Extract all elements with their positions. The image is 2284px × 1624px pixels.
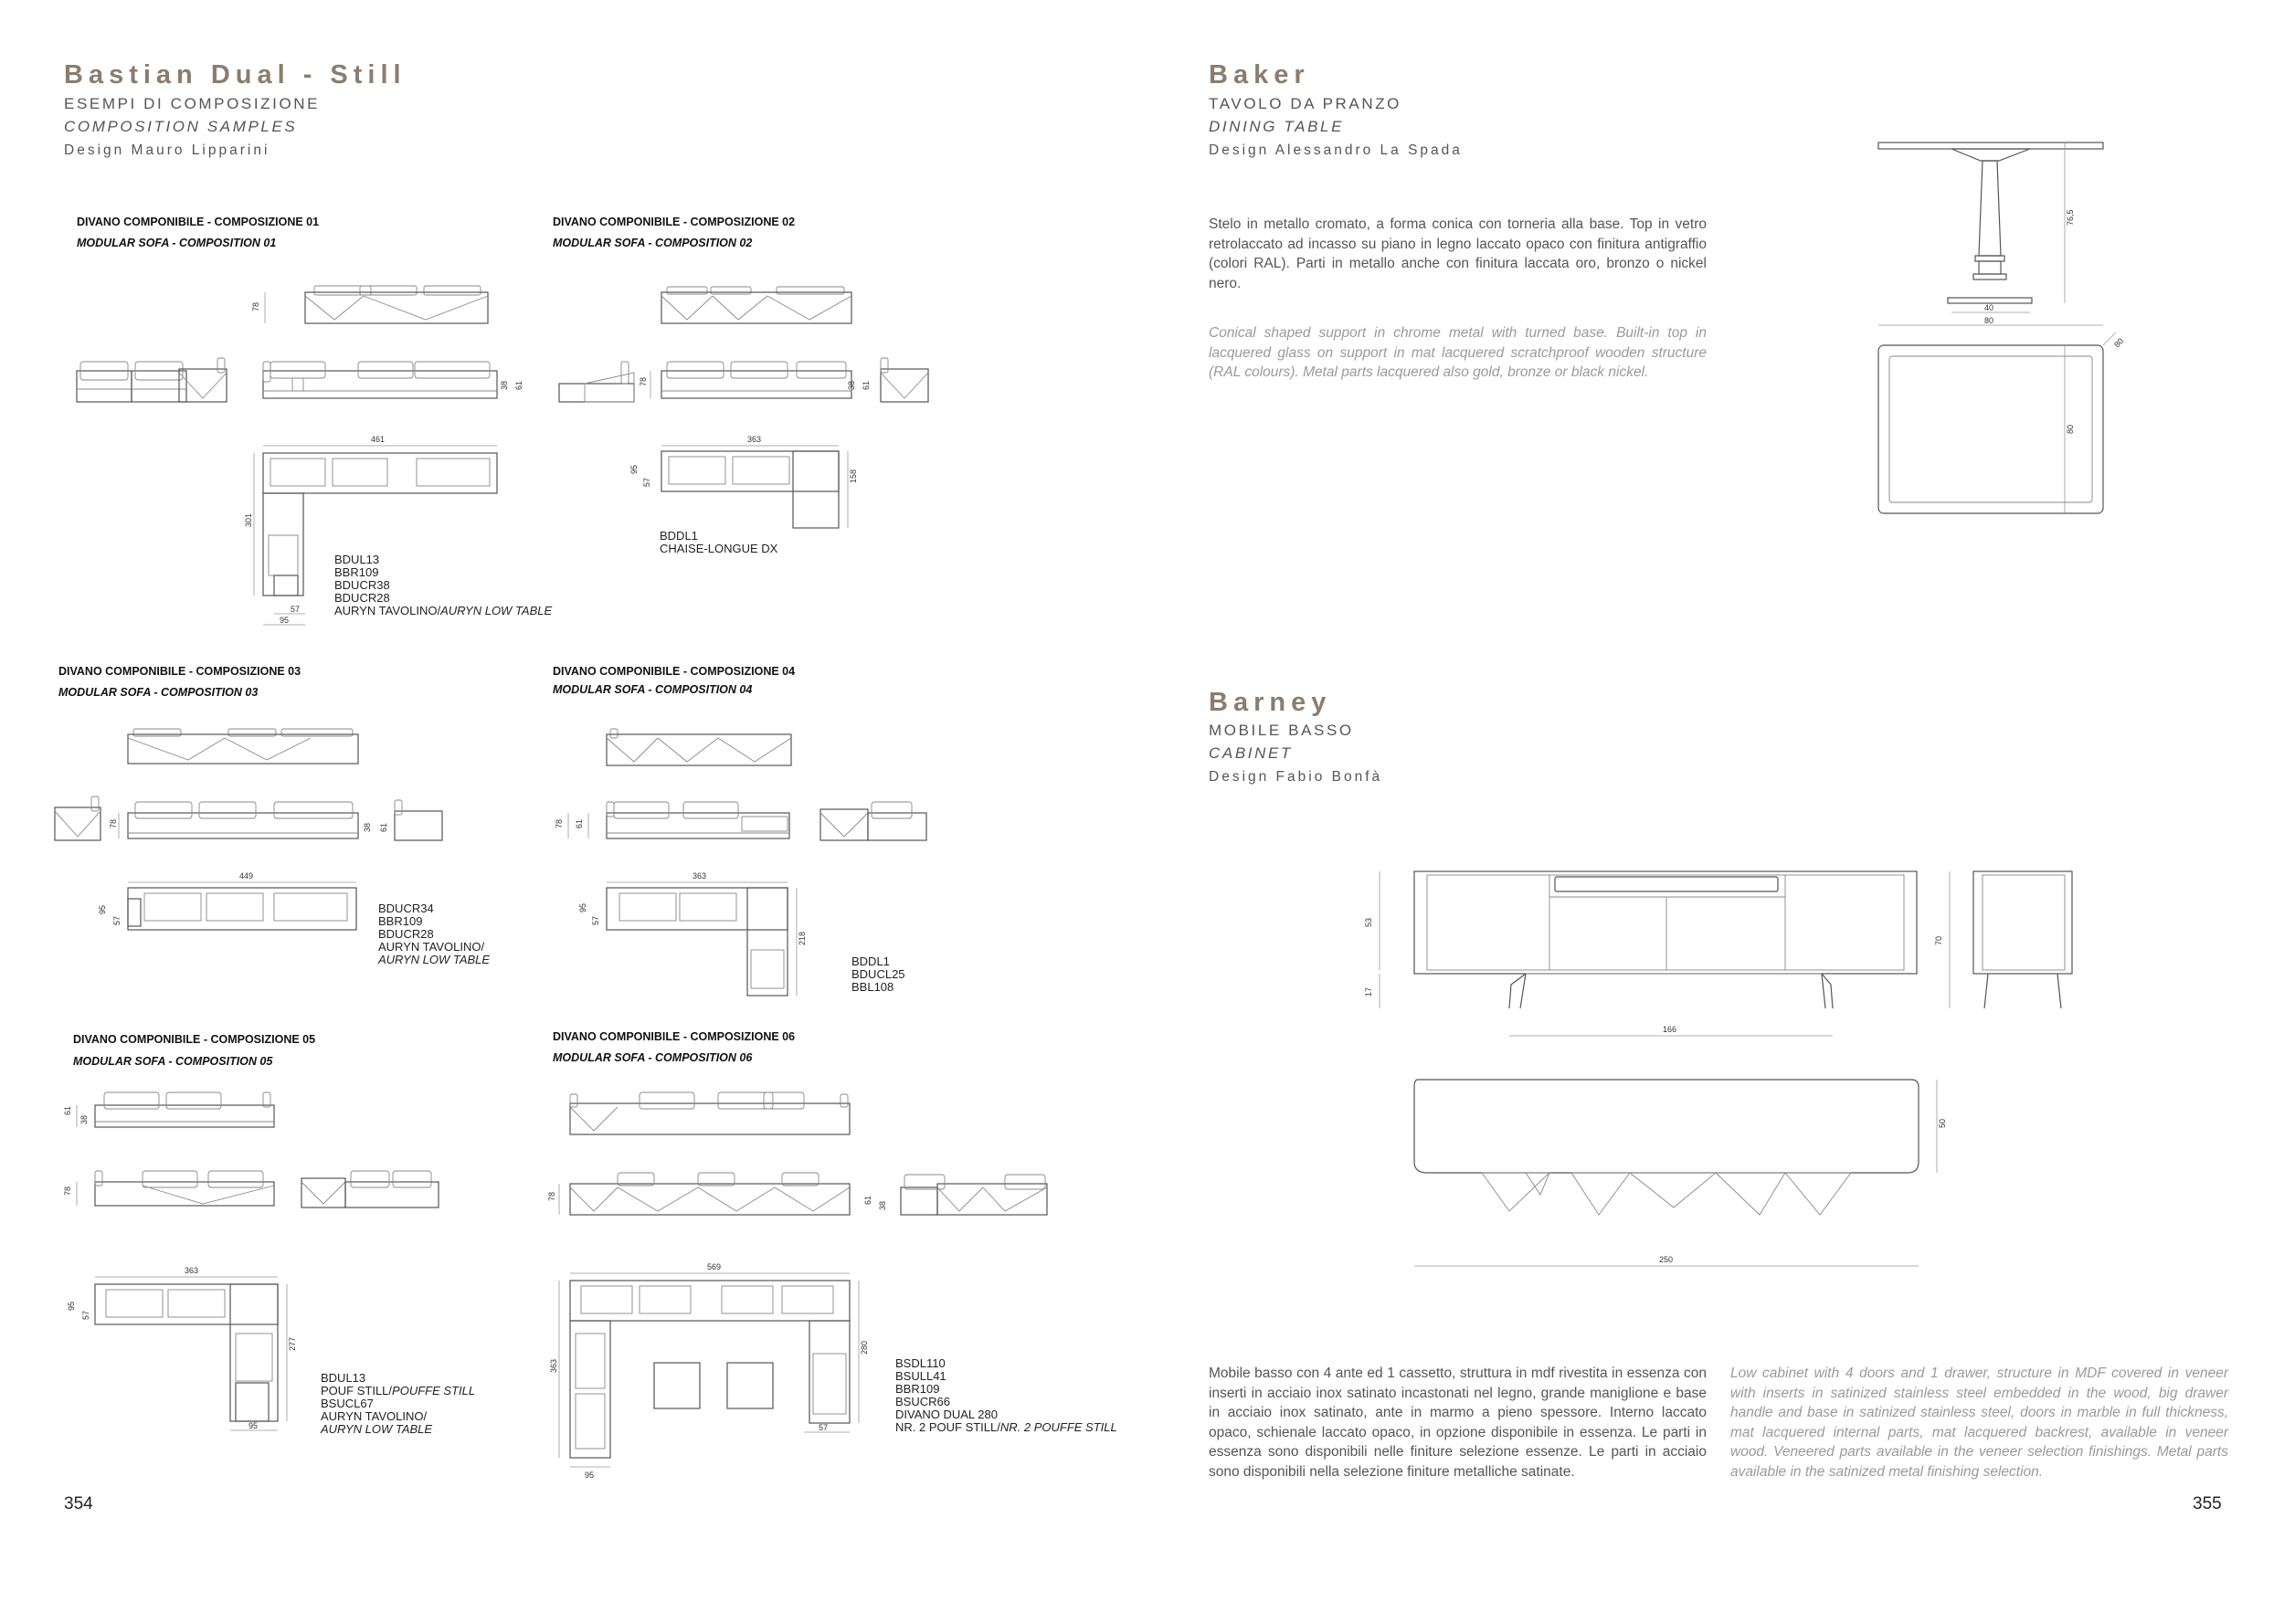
composition-01-title: DIVANO COMPONIBILE - COMPOSIZIONE 01 — [77, 216, 320, 228]
composition-01-codes: BDUL13 BBR109 BDUCR38 BDUCR28 AURYN TAVOLINO/AURYN LOW TABLE — [334, 553, 553, 617]
composition-02-codes: BDDL1 CHAISE-LONGUE DX — [660, 529, 778, 555]
composition-05-codes: BDUL13 POUF STILL/POUFFE STILL BSUCL67 AURYN TAVOLINO/ AURYN LOW TABLE — [321, 1371, 476, 1436]
composition-05-subtitle: MODULAR SOFA - COMPOSITION 05 — [73, 1055, 273, 1068]
comp04-dim-a: 95 — [578, 902, 587, 912]
comp06-dim-a: 57 — [819, 1423, 829, 1432]
composition-03-subtitle: MODULAR SOFA - COMPOSITION 03 — [58, 686, 259, 699]
baker-dim-top: 80 — [1984, 316, 1994, 325]
composition-05-title: DIVANO COMPONIBILE - COMPOSIZIONE 05 — [73, 1033, 316, 1046]
barney-dim-h2: 17 — [1364, 986, 1373, 997]
comp06-dim-e: 280 — [860, 1340, 869, 1355]
barney-title: Barney — [1209, 688, 1332, 717]
barney-dim-h: 70 — [1934, 935, 1943, 945]
comp05-views — [77, 1092, 439, 1207]
comp06-dim-b: 95 — [585, 1471, 595, 1480]
barney-front — [1380, 871, 1917, 1036]
comp06-dim-w: 569 — [707, 1262, 722, 1271]
comp04-plan — [607, 882, 797, 996]
comp03-dim-h: 78 — [109, 818, 118, 828]
comp03-dim-s2: 61 — [379, 822, 388, 832]
composition-06-codes: BSDL110 BSULL41 BBR109 BSUCR66 DIVANO DUAL 280 NR. 2 POUF STILL/NR. 2 POUFFE STILL — [895, 1356, 1117, 1434]
comp06-dim-s1: 38 — [878, 1200, 887, 1210]
barney-description-it: Mobile basso con 4 ante ed 1 cassetto, struttura in mdf rivestita in essenza con inserti in acciaio inox satinato incastonati nel legno, grande maniglione e base in acciaio inox satinato, ante in marmo a pieno spessore. Interno laccato opaco, schienale laccato opaco, in opzione disponibile in essenza. Le parti in essenza sono disponibili nelle finiture selezione essenze. Le parti in acciaio sono disponibili nella selezione finiture metalliche satinate. — [1209, 1366, 1707, 1480]
comp02-plan — [661, 446, 848, 528]
baker-dim-diag: 80 — [2112, 336, 2126, 350]
comp01-front-left — [77, 358, 227, 402]
baker-plan — [1878, 332, 2116, 513]
comp03-plan — [128, 882, 356, 930]
comp02-dim-s1: 38 — [847, 380, 856, 390]
comp06-dim-h: 78 — [547, 1191, 556, 1201]
comp06-dim-s2: 61 — [863, 1195, 872, 1205]
baker-elevation — [1878, 142, 2103, 325]
baker-subtitle-en: DINING TABLE — [1209, 118, 1345, 135]
comp04-dim-h: 78 — [555, 818, 564, 828]
comp01-dim-s2: 61 — [514, 380, 523, 390]
composition-02-title: DIVANO COMPONIBILE - COMPOSIZIONE 02 — [553, 216, 796, 228]
comp01-dim-b: 95 — [280, 616, 290, 625]
comp06-dim-d: 363 — [549, 1358, 558, 1373]
page-title-left: Bastian Dual - Still — [64, 60, 407, 90]
comp04-dim-b: 57 — [591, 915, 600, 925]
baker-dim-side: 80 — [2066, 424, 2075, 434]
comp05-dim-a: 95 — [67, 1301, 76, 1311]
comp01-dim-s1: 38 — [500, 380, 509, 390]
barney-subtitle-en: CABINET — [1209, 744, 1293, 762]
comp06-plan — [559, 1273, 859, 1467]
comp05-dim-h: 78 — [63, 1186, 72, 1196]
comp01-plan — [254, 446, 497, 625]
comp05-dim-c: 95 — [248, 1421, 259, 1430]
comp04-dim-s2: 61 — [575, 818, 584, 828]
composition-06-subtitle: MODULAR SOFA - COMPOSITION 06 — [553, 1051, 753, 1064]
designer: Design Mauro Lipparini — [64, 142, 270, 158]
subtitle-it: ESEMPI DI COMPOSIZIONE — [64, 95, 321, 112]
comp04-dim-d: 218 — [798, 931, 807, 945]
barney-designer: Design Fabio Bonfà — [1209, 769, 1383, 785]
baker-designer: Design Alessandro La Spada — [1209, 142, 1463, 158]
comp05-dim-b: 57 — [81, 1310, 90, 1320]
subtitle-en: COMPOSITION SAMPLES — [64, 118, 298, 135]
comp03-dim-w: 449 — [239, 871, 254, 881]
composition-04-codes: BDDL1 BDUCL25 BBL108 — [851, 954, 905, 994]
comp05-dim-s1: 38 — [79, 1114, 89, 1124]
comp01-dim-h: 78 — [251, 301, 260, 311]
composition-04-title: DIVANO COMPONIBILE - COMPOSIZIONE 04 — [553, 665, 796, 678]
product-drawings — [1142, 0, 2284, 1624]
comp02-dim-d: 158 — [849, 469, 858, 483]
comp04-front-views — [568, 802, 926, 840]
comp03-dim-a: 95 — [98, 904, 107, 914]
comp05-dim-s2: 61 — [63, 1105, 72, 1115]
comp05-plan — [95, 1277, 287, 1430]
barney-dim-w: 166 — [1663, 1025, 1677, 1034]
baker-dim-h: 76,5 — [2066, 209, 2075, 226]
comp02-dim-b: 57 — [642, 477, 651, 487]
composition-06-title: DIVANO COMPONIBILE - COMPOSIZIONE 06 — [553, 1030, 796, 1043]
barney-dim-h1: 53 — [1364, 917, 1373, 927]
comp02-dim-w: 363 — [747, 435, 762, 444]
comp01-back-view — [265, 286, 488, 323]
composition-01-subtitle: MODULAR SOFA - COMPOSITION 01 — [77, 237, 277, 249]
barney-description-en: Low cabinet with 4 doors and 1 drawer, structure in MDF covered in veneer with inserts in satinized stainless steel embedded in the wood, big drawer handle and base in satinized stainless steel, doors in marble in full thickness, mat lacquered internal parts, mat lacquered backrest, available in veneer wood. Veneered parts available in the veneer selection finishings. Metal parts available in the satinized metal finishing selection. — [1730, 1366, 2228, 1480]
comp03-front-views — [55, 796, 442, 840]
comp02-dim-s2: 61 — [862, 380, 871, 390]
comp05-dim-w: 363 — [185, 1266, 199, 1275]
composition-04-subtitle: MODULAR SOFA - COMPOSITION 04 — [553, 683, 753, 696]
comp03-dim-s1: 38 — [363, 822, 372, 832]
page-number-right: 355 — [2193, 1494, 2222, 1513]
comp06-views — [559, 1092, 1047, 1215]
comp01-dim-w: 461 — [371, 435, 386, 444]
composition-03-title: DIVANO COMPONIBILE - COMPOSIZIONE 03 — [58, 665, 301, 678]
baker-description-en: Conical shaped support in chrome metal with turned base. Built-in top in lacquered glass on support in mat lacquered scratchproof wooden structure (RAL colours). Metal parts lacquered also gold, bronze or black nickel. — [1209, 325, 1707, 380]
baker-dim-base: 40 — [1984, 303, 1994, 312]
comp02-dim-h: 78 — [639, 376, 648, 386]
comp01-dim-d: 301 — [244, 512, 253, 527]
comp01-front-right — [263, 362, 497, 398]
baker-subtitle-it: TAVOLO DA PRANZO — [1209, 95, 1402, 112]
comp01-dim-a: 57 — [291, 605, 301, 614]
composition-03-codes: BDUCR34 BBR109 BDUCR28 AURYN TAVOLINO/ AURYN LOW TABLE — [378, 902, 491, 966]
comp04-back-view — [607, 729, 791, 765]
barney-side — [1950, 871, 2072, 1008]
comp02-back-view — [661, 287, 851, 323]
comp03-back-view — [128, 729, 358, 764]
comp05-dim-d: 277 — [288, 1336, 297, 1351]
comp02-front-views — [559, 358, 928, 402]
page-number-left: 354 — [64, 1494, 93, 1513]
barney-dim-d: 50 — [1938, 1118, 1947, 1128]
composition-02-subtitle: MODULAR SOFA - COMPOSITION 02 — [553, 237, 753, 249]
comp03-dim-b: 57 — [112, 915, 122, 925]
barney-subtitle-it: MOBILE BASSO — [1209, 722, 1354, 739]
comp02-dim-a: 95 — [629, 464, 639, 474]
barney-dim-l: 250 — [1659, 1255, 1674, 1264]
barney-plan — [1414, 1080, 1937, 1266]
baker-description-it: Stelo in metallo cromato, a forma conica con torneria alla base. Top in vetro retrolaccato ad incasso su piano in legno laccato opaco con finitura antigraffio (colori RAL). Parti in metallo anche con finitura laccata oro, bronzo o nickel nero. — [1209, 216, 1707, 291]
comp04-dim-w: 363 — [693, 871, 707, 881]
baker-title: Baker — [1209, 60, 1310, 90]
